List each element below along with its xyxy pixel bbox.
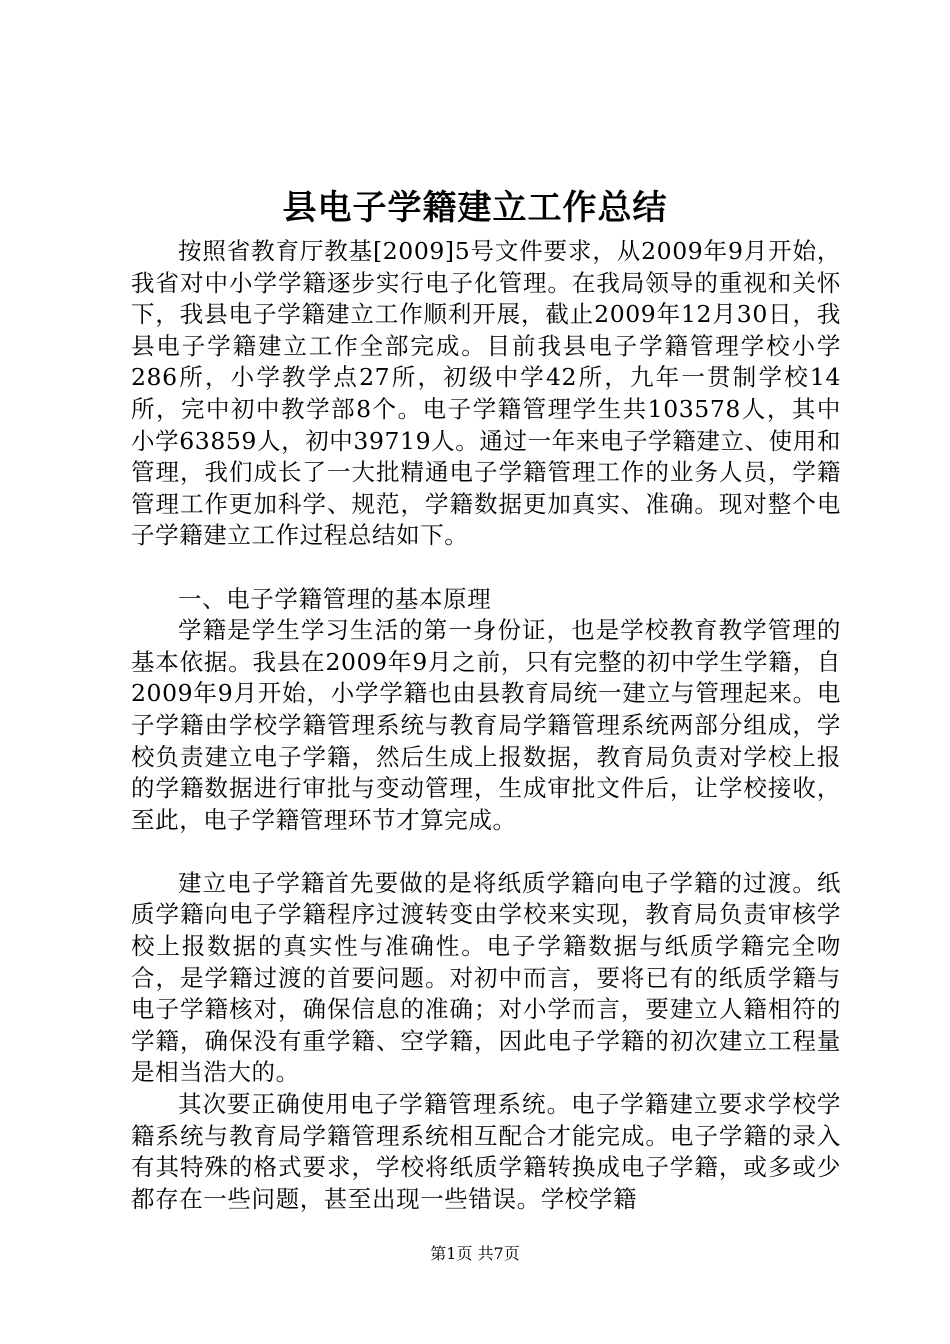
paragraph-transition: 建立电子学籍首先要做的是将纸质学籍向电子学籍的过渡。纸质学籍向电子学籍程序过渡转变由学校来实现，教育局负责审核学校上报数据的真实性与准确性。电子学籍数据与纸质学籍完全吻合，是学籍过渡的首要问题。对初中而言，要将已有的纸质学籍与电子学籍核对，确保信息的准确；对小学而言，要建立人籍相符的学籍，确保没有重学籍、空学籍，因此电子学籍的初次建立工程量是相当浩大的。 [131,868,841,1087]
section-heading-1: 一、电子学籍管理的基本原理 [178,584,492,613]
document-body [131,236,841,1215]
paragraph-intro: 按照省教育厅教基[2009]5号文件要求，从2009年9月开始，我省对中小学学籍逐步实行电子化管理。在我局领导的重视和关怀下，我县电子学籍建立工作顺利开展，截止2009年12月30日，我县电子学籍建立工作全部完成。目前我县电子学籍管理学校小学286所，小学教学点27所，初级中学42所，九年一贯制学校14所，完中初中教学部8个。电子学籍管理学生共103578人，其中小学63859人，初中39719人。通过一年来电子学籍建立、使用和管理，我们成长了一大批精通电子学籍管理工作的业务人员，学籍管理工作更加科学、规范，学籍数据更加真实、准确。现对整个电子学籍建立工作过程总结如下。 [131,237,841,550]
paragraph-system-usage: 其次要正确使用电子学籍管理系统。电子学籍建立要求学校学籍系统与教育局学籍管理系统相互配合才能完成。电子学籍的录入有其特殊的格式要求，学校将纸质学籍转换成电子学籍，或多或少都存在一些问题，甚至出现一些错误。学校学籍 [131,1090,841,1213]
paragraph-spacer [131,552,841,584]
paragraph-spacer [131,836,841,868]
page-footer: 第1页 共7页 [430,1244,520,1263]
paragraph-principle: 学籍是学生学习生活的第一身份证，也是学校教育教学管理的基本依据。我县在2009年9月之前，只有完整的初中学生学籍，自2009年9月开始，小学学籍也由县教育局统一建立与管理起来。电子学籍由学校学籍管理系统与教育局学籍管理系统两部分组成，学校负责建立电子学籍，然后生成上报数据，教育局负责对学校上报的学籍数据进行审批与变动管理，生成审批文件后，让学校接收，至此，电子学籍管理环节才算完成。 [131,616,841,834]
document-title: 县电子学籍建立工作总结 [282,188,668,228]
